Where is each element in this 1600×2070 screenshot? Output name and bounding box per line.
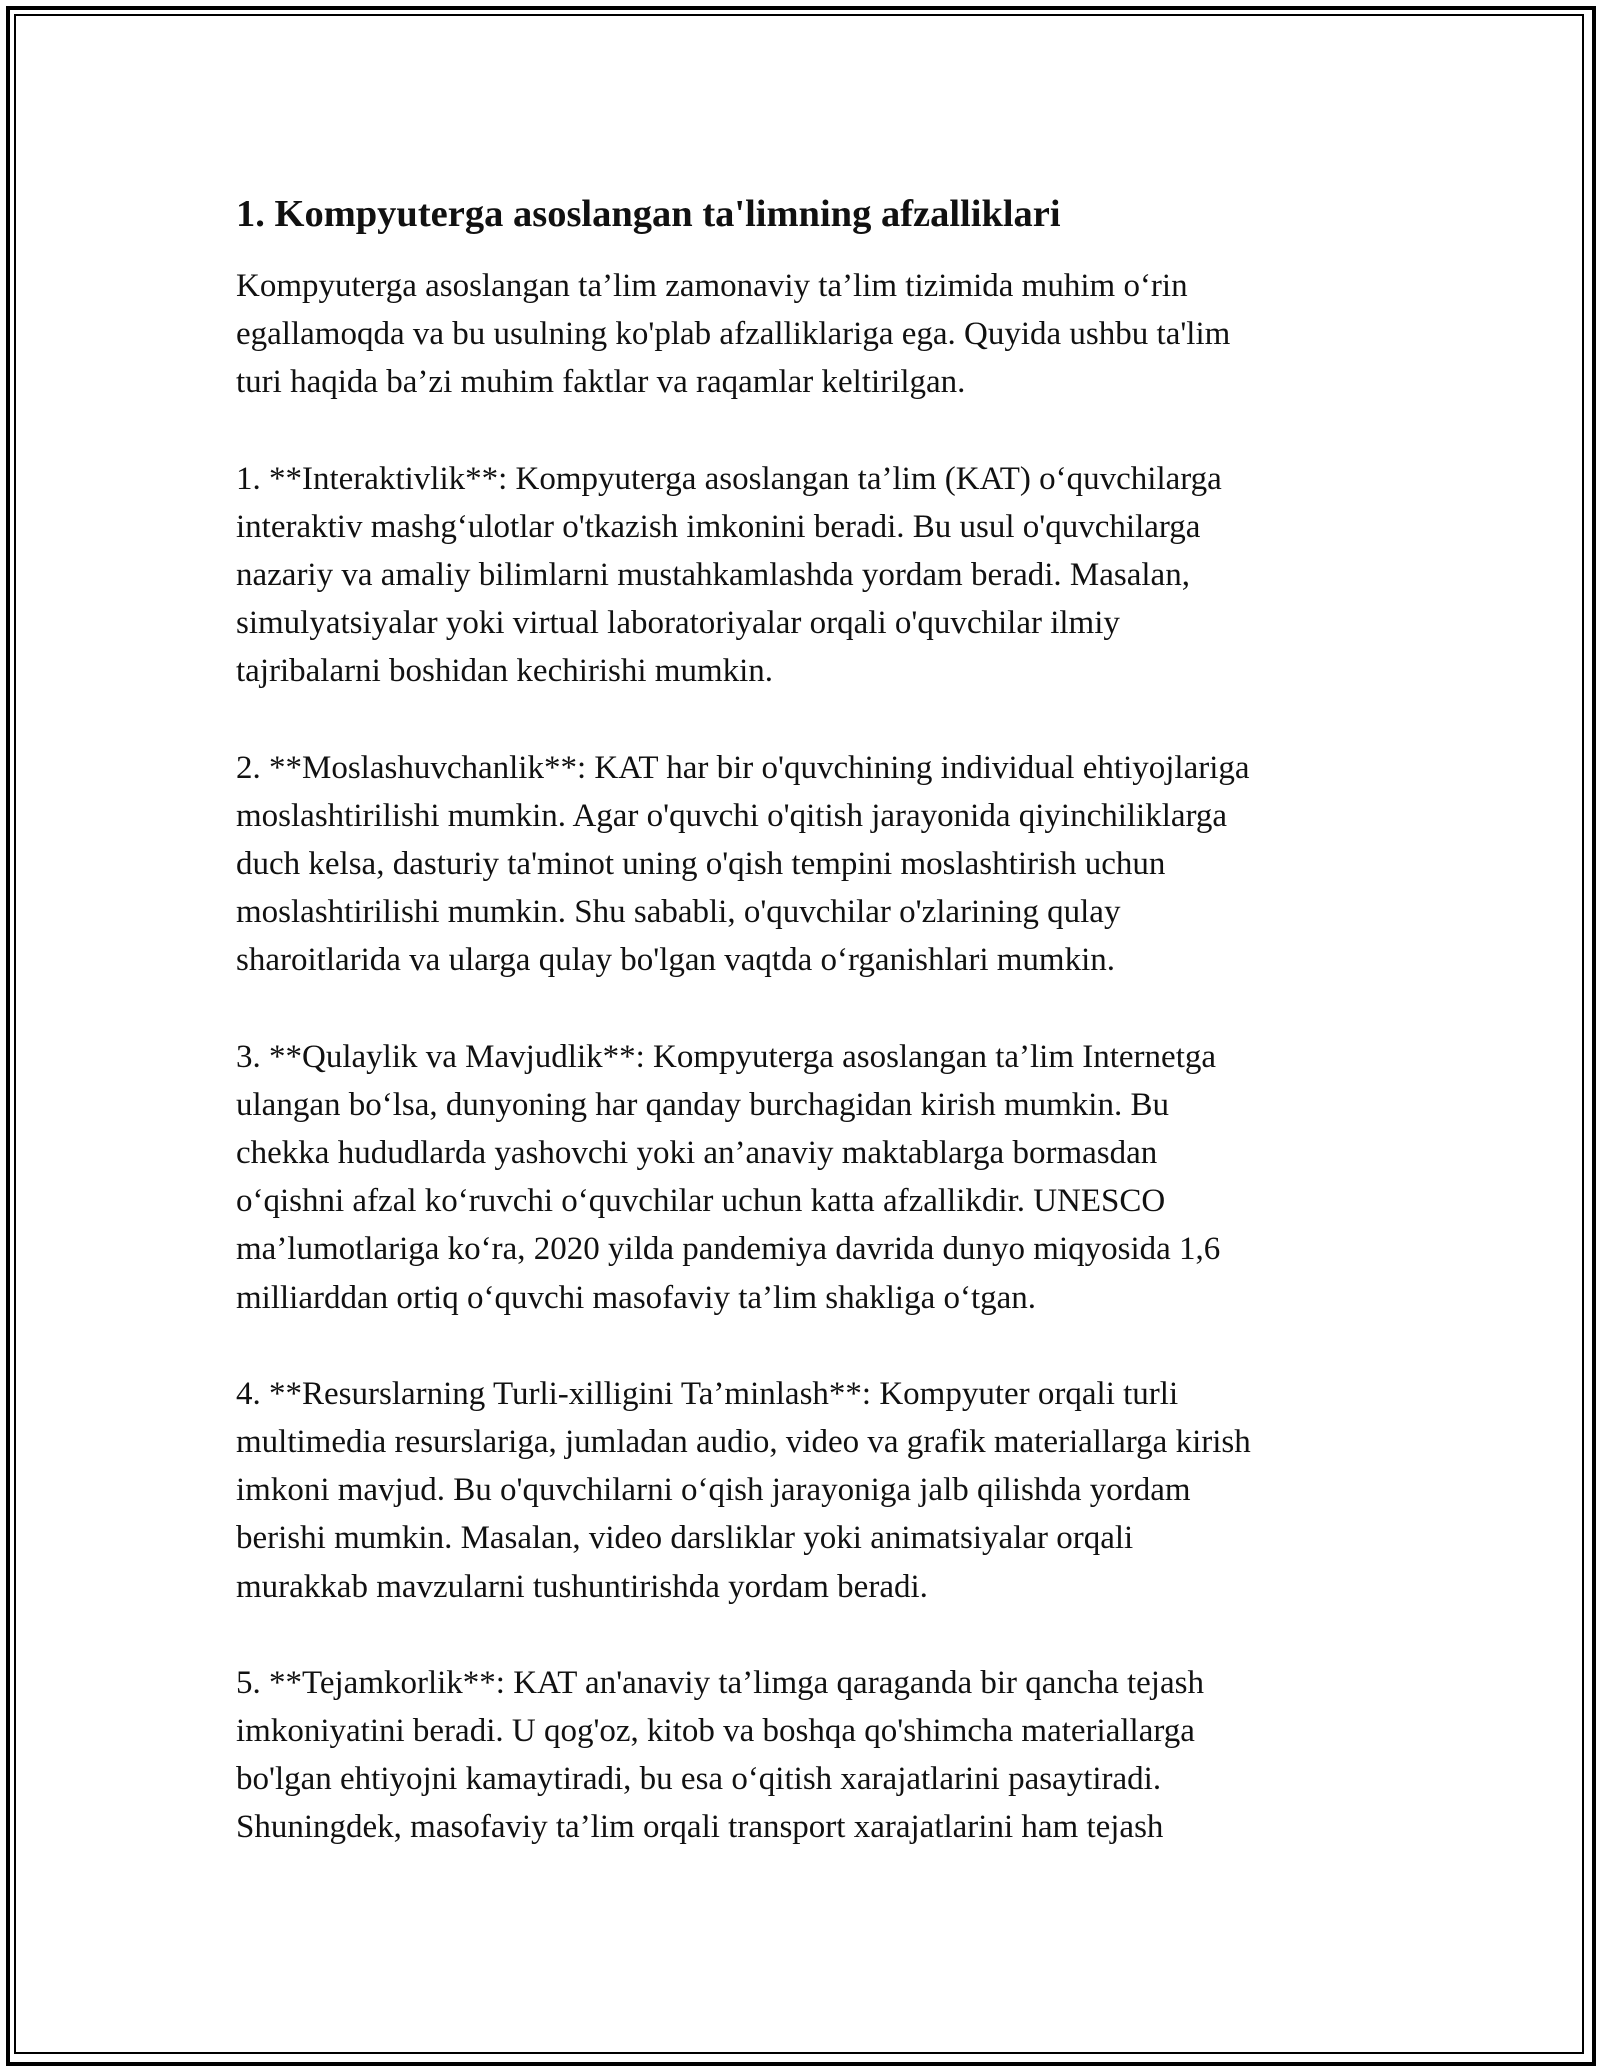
- accessibility-paragraph: [236, 1033, 1376, 1322]
- paragraph-line: milliarddan ortiq o‘quvchi masofaviy ta’lim shakliga o‘tgan.: [236, 1279, 1037, 1316]
- paragraph-line: moslashtirilishi mumkin. Agar o'quvchi o'qitish jarayonida qiyinchiliklarga: [236, 797, 1228, 834]
- paragraph-line: berishi mumkin. Masalan, video darsliklar yoki animatsiyalar orqali: [236, 1520, 1134, 1557]
- paragraph-line: ma’lumotlariga ko‘ra, 2020 yilda pandemiya davrida dunyo miqyosida 1,6: [236, 1231, 1221, 1268]
- paragraph-line: 3. **Qulaylik va Mavjudlik**: Kompyuterga asoslangan ta’lim Internetga: [236, 1038, 1217, 1075]
- paragraph-line: o‘qishni afzal ko‘ruvchi o‘quvchilar uchun katta afzallikdir. UNESCO: [236, 1183, 1166, 1220]
- paragraph-line: sharoitlarida va ularga qulay bo'lgan vaqtda o‘rganishlari mumkin.: [236, 942, 1115, 979]
- cost-efficiency-paragraph: [236, 1659, 1376, 1852]
- paragraph-line: 4. **Resurslarning Turli-xilligini Ta’minlash**: Kompyuter orqali turli: [236, 1375, 1179, 1412]
- paragraph-line: 2. **Moslashuvchanlik**: KAT har bir o'quvchining individual ehtiyojlariga: [236, 749, 1250, 786]
- paragraph-line: tajribalarni boshidan kechirishi mumkin.: [236, 653, 774, 690]
- paragraph-line: chekka hududlarda yashovchi yoki an’anaviy maktablarga bormasdan: [236, 1135, 1158, 1172]
- paragraph-line: interaktiv mashg‘ulotlar o'tkazish imkonini beradi. Bu usul o'quvchilarga: [236, 508, 1201, 545]
- paragraph-line: bo'lgan ehtiyojni kamaytiradi, bu esa o‘qitish xarajatlarini pasaytiradi.: [236, 1761, 1162, 1798]
- paragraph-line: egallamoqda va bu usulning ko'plab afzalliklariga ega. Quyida ushbu ta'lim: [236, 316, 1231, 353]
- paragraph-line: Shuningdek, masofaviy ta’lim orqali transport xarajatlarini ham tejash: [236, 1809, 1164, 1846]
- paragraph-line: multimedia resurslariga, jumladan audio, video va grafik materiallarga kirish: [236, 1424, 1251, 1461]
- paragraph-line: Kompyuterga asoslangan ta’lim zamonaviy ta’lim tizimida muhim o‘rin: [236, 268, 1188, 304]
- document-body: [236, 186, 1376, 1900]
- paragraph-line: simulyatsiyalar yoki virtual laboratoriyalar orqali o'quvchilar ilmiy: [236, 605, 1120, 642]
- paragraph-line: imkoni mavjud. Bu o'quvchilarni o‘qish jarayoniga jalb qilishda yordam: [236, 1472, 1191, 1509]
- paragraph-line: duch kelsa, dasturiy ta'minot uning o'qish tempini moslashtirish uchun: [236, 846, 1166, 883]
- paragraph-line: 1. **Interaktivlik**: Kompyuterga asoslangan ta’lim (KAT) o‘quvchilarga: [236, 460, 1222, 497]
- paragraph-line: imkoniyatini beradi. U qog'oz, kitob va boshqa qo'shimcha materiallarga: [236, 1713, 1195, 1750]
- flexibility-paragraph: [236, 744, 1376, 985]
- interactivity-paragraph: [236, 455, 1376, 696]
- document-title: 1. Kompyuterga asoslangan ta'limning afzalliklari: [236, 193, 1061, 235]
- paragraph-line: ulangan bo‘lsa, dunyoning har qanday burchagidan kirish mumkin. Bu: [236, 1086, 1169, 1123]
- intro-paragraph: [236, 262, 1376, 407]
- resources-paragraph: [236, 1370, 1376, 1611]
- paragraph-line: nazariy va amaliy bilimlarni mustahkamlashda yordam beradi. Masalan,: [236, 557, 1190, 594]
- paragraph-line: 5. **Tejamkorlik**: KAT an'anaviy ta’limga qaraganda bir qancha tejash: [236, 1664, 1204, 1701]
- paragraph-line: murakkab mavzularni tushuntirishda yordam beradi.: [236, 1568, 928, 1605]
- paragraph-line: moslashtirilishi mumkin. Shu sababli, o'quvchilar o'zlarining qulay: [236, 894, 1121, 931]
- paragraph-line: turi haqida ba’zi muhim faktlar va raqamlar keltirilgan.: [236, 364, 966, 401]
